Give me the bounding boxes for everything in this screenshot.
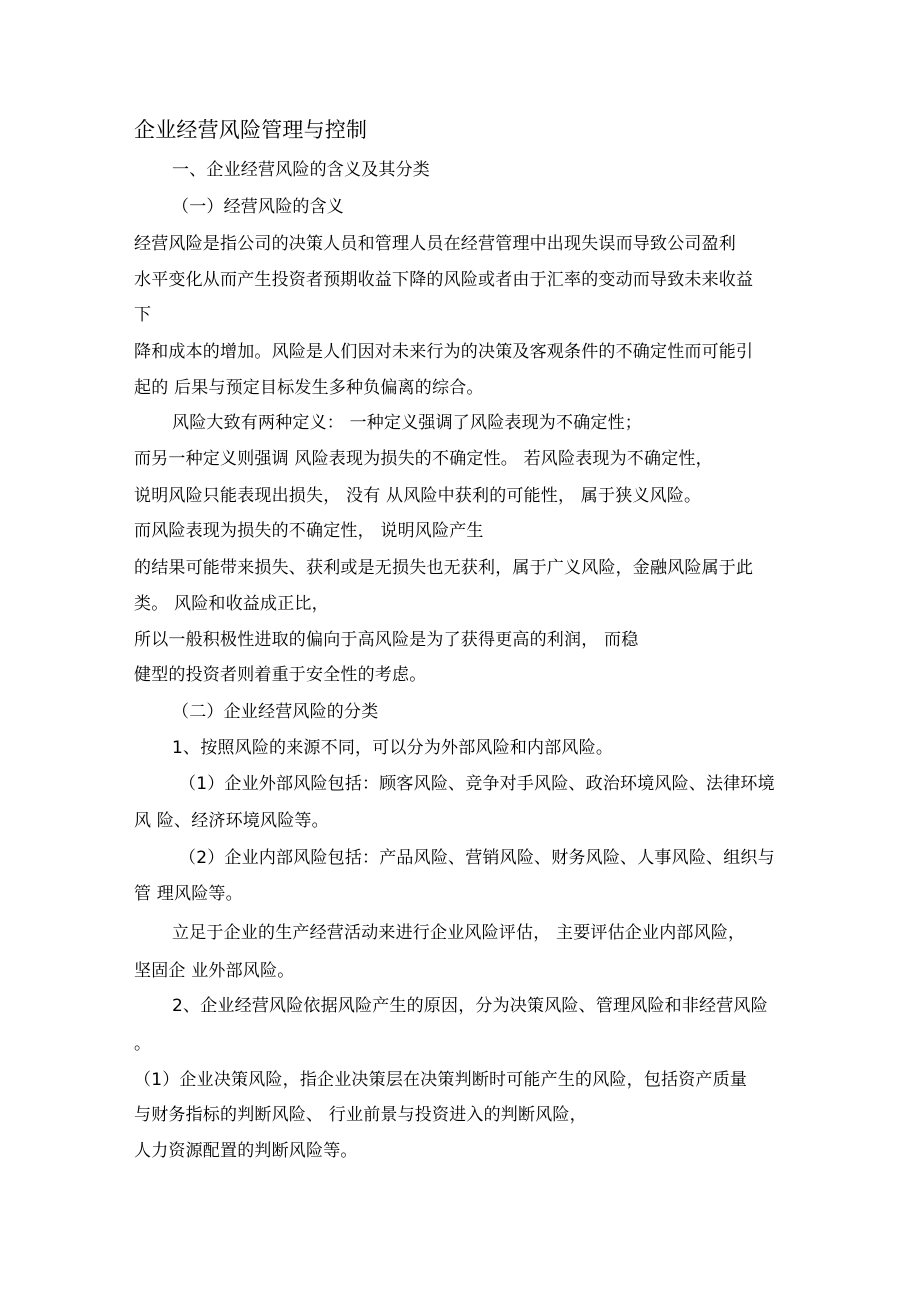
list-item: 人力资源配置的判断风险等。 <box>134 1141 358 1161</box>
list-item: 与财务指标的判断风险、 行业前景与投资进入的判断风险， <box>134 1105 587 1125</box>
paragraph-line: 立足于企业的生产经营活动来进行企业风险评估， 主要评估企业内部风险， <box>172 923 746 943</box>
paragraph-line: 健型的投资者则着重于安全性的考虑。 <box>134 665 427 685</box>
paragraph-line: 降和成本的增加。风险是人们因对未来行为的决策及客观条件的不确定性而可能引 <box>134 342 754 362</box>
list-item: 。 <box>134 1034 152 1054</box>
paragraph-line: 坚固企 业外部风险。 <box>134 961 295 981</box>
list-item: 管 理风险等。 <box>134 884 243 904</box>
paragraph-line: 说明风险只能表现出损失， 没有 从风险中获利的可能性， 属于狭义风险。 <box>134 486 702 506</box>
paragraph-line: 的结果可能带来损失、获利或是无损失也无获利，属于广义风险，金融风险属于此 <box>134 558 754 578</box>
paragraph-line: 类。 风险和收益成正比， <box>134 594 329 614</box>
list-item: 2、企业经营风险依据风险产生的原因，分为决策风险、管理风险和非经营风险 <box>172 996 768 1016</box>
paragraph-line: 水平变化从而产生投资者预期收益下降的风险或者由于汇率的变动而导致未来收益 <box>134 270 754 290</box>
paragraph-line: 下 <box>134 305 152 325</box>
paragraph-line: 经营风险是指公司的决策人员和管理人员在经营管理中出现失误而导致公司盈利 <box>134 234 736 254</box>
list-item: （1）企业决策风险，指企业决策层在决策判断时可能产生的风险，包括资产质量 <box>134 1070 748 1090</box>
list-item: （2）企业内部风险包括：产品风险、营销风险、财务风险、人事风险、组织与 <box>179 848 775 868</box>
paragraph-line: 风险大致有两种定义： 一种定义强调了风险表现为不确定性； <box>172 413 643 433</box>
list-item: （1）企业外部风险包括：顾客风险、竞争对手风险、政治环境风险、法律环境 <box>179 774 775 794</box>
subsection-heading: （一）经营风险的含义 <box>172 197 344 217</box>
paragraph-line: 起的 后果与预定目标发生多种负偏离的综合。 <box>134 378 484 398</box>
section-heading: 一、企业经营风险的含义及其分类 <box>172 160 430 180</box>
list-item: 风 险、经济环境风险等。 <box>134 811 329 831</box>
list-item: 1、按照风险的来源不同，可以分为外部风险和内部风险。 <box>172 738 614 758</box>
paragraph-line: 而风险表现为损失的不确定性， 说明风险产生 <box>134 521 484 541</box>
subsection-heading: （二）企业经营风险的分类 <box>172 702 379 722</box>
paragraph-line: 而另一种定义则强调 风险表现为损失的不确定性。 若风险表现为不确定性， <box>134 449 713 469</box>
document-title: 企业经营风险管理与控制 <box>134 118 368 142</box>
paragraph-line: 所以一般积极性进取的偏向于高风险是为了获得更高的利润， 而稳 <box>134 630 639 650</box>
